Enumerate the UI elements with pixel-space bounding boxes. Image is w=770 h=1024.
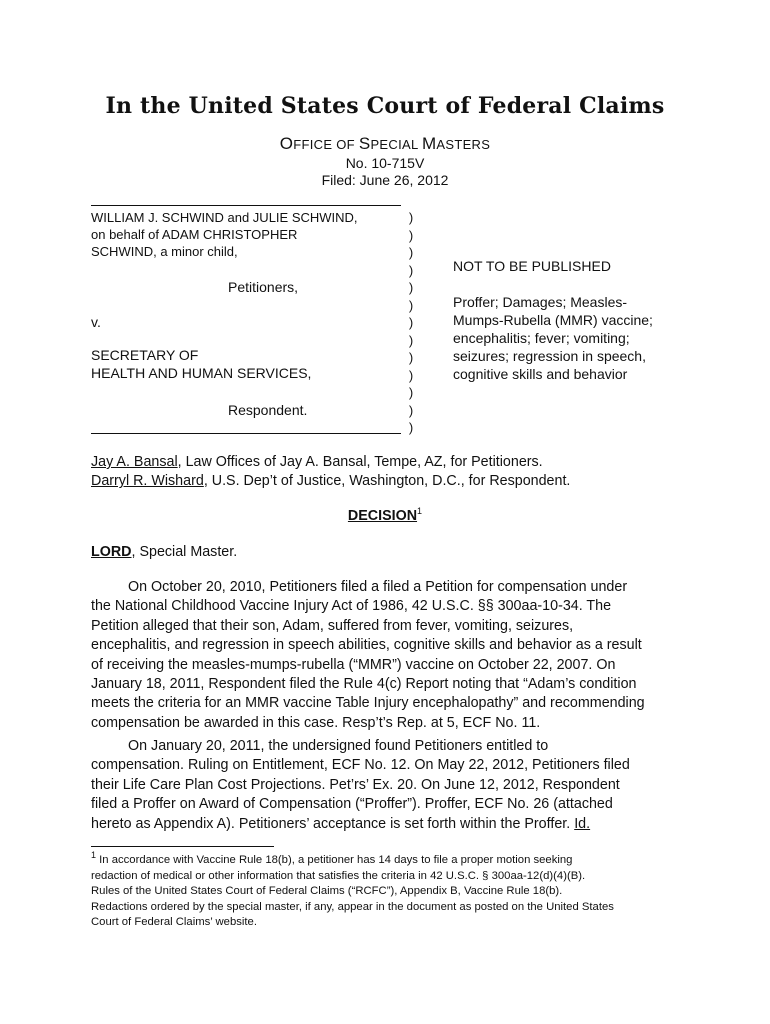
counsel-details: , U.S. Dep’t of Justice, Washington, D.C., for Respondent.: [203, 473, 571, 490]
paragraph-line: filed a Proffer on Award of Compensation (“Proffer”). Proffer, ECF No. 26 (attached: [91, 796, 613, 813]
paren-mark: ): [408, 402, 414, 418]
paragraph-line: On January 20, 2011, the undersigned found Petitioners entitled to: [128, 738, 549, 754]
paren-mark: ): [408, 245, 414, 260]
footnote-line: [91, 850, 731, 869]
author-title: , Special Master.: [131, 544, 238, 560]
office-word-3-initial: M: [421, 134, 437, 153]
footnote-line: redaction of medical or other information that satisfies the criteria in 42 U.S.C. § 300aa-12(d)(4)(B).: [91, 869, 586, 882]
paren-mark: ): [408, 367, 414, 383]
keyword-line: encephalitis; fever; vomiting;: [453, 330, 630, 346]
footnote-line: Rules of the United States Court of Federal Claims (“RCFC”), Appendix B, Vaccine Rule 18(b).: [91, 885, 563, 898]
counsel-details: , Law Offices of Jay A. Bansal, Tempe, AZ, for Petitioners.: [177, 454, 543, 470]
footnote-separator: [91, 846, 274, 847]
paragraph-line-text: hereto as Appendix A). Petitioners’ acceptance is set forth within the Proffer.: [91, 815, 575, 832]
office-word-1-initial: O: [279, 134, 294, 153]
paragraph-line: the National Childhood Vaccine Injury Act of 1986, 42 U.S.C. §§ 300aa-10-34. The: [91, 598, 612, 615]
footnote-text: In accordance with Vaccine Rule 18(b), a petitioner has 14 days to file a proper motion seeking: [96, 854, 573, 866]
respondent-name-line: SECRETARY OF: [91, 347, 199, 363]
decision-heading: [0, 507, 770, 526]
office-word-2-initial: S: [358, 134, 371, 153]
paren-mark: ): [408, 332, 414, 348]
paren-mark: ): [408, 350, 414, 365]
paragraph-line: January 18, 2011, Respondent filed the Rule 4(c) Report noting that “Adam’s condition: [91, 676, 637, 693]
respondent-name-line: HEALTH AND HUMAN SERVICES,: [91, 365, 312, 381]
keyword-line: seizures; regression in speech,: [453, 348, 646, 364]
keywords: [453, 293, 693, 383]
office-word-1-rest: FFICE OF: [293, 137, 359, 152]
caption-parenthesis-column: [404, 209, 418, 437]
keyword-line: cognitive skills and behavior: [453, 366, 628, 382]
office-word-3-rest: ASTERS: [436, 137, 491, 152]
office-heading: [0, 134, 770, 154]
footnote: [91, 850, 731, 931]
footnote-line: Court of Federal Claims’ website.: [91, 916, 257, 929]
counsel-petitioners: [91, 453, 711, 472]
respondent-names: [91, 346, 401, 382]
counsel-name: Jay A. Bansal: [91, 454, 178, 470]
keyword-line: Mumps-Rubella (MMR) vaccine;: [453, 312, 653, 328]
paragraph-line: compensation. Ruling on Entitlement, ECF No. 12. On May 22, 2012, Petitioners filed: [91, 757, 630, 774]
paragraph-line-last: [91, 815, 721, 834]
paragraph-line: of receiving the measles-mumps-rubella (“MMR”) vaccine on October 22, 2007. On: [91, 656, 616, 673]
paragraph-line: encephalitis, and regression in speech abilities, cognitive skills and behavior as a result: [91, 637, 642, 654]
paren-mark: ): [408, 227, 414, 243]
paragraph-line: meets the criteria for an MMR vaccine Table Injury encephalopathy” and recommending: [91, 695, 645, 712]
paren-mark: ): [408, 210, 414, 225]
paren-mark: ): [408, 297, 414, 313]
petitioner-name-line: on behalf of ADAM CHRISTOPHER: [91, 227, 298, 242]
id-citation: Id.: [574, 815, 591, 832]
footnote-mark: 1: [91, 850, 97, 861]
paragraph-2: [91, 737, 721, 834]
paragraph-line: compensation be awarded in this case. Resp’t’s Rep. at 5, ECF No. 11.: [91, 714, 541, 731]
petitioners-label: Petitioners,: [228, 279, 299, 295]
counsel-name: Darryl R. Wishard: [91, 473, 204, 490]
paren-mark: ): [408, 262, 414, 278]
decision-title: DECISION: [347, 508, 418, 524]
paren-mark: ): [408, 420, 414, 435]
petitioners-names: [91, 209, 401, 260]
paren-mark: ): [408, 385, 414, 400]
counsel-respondent: [91, 472, 711, 491]
case-number: No. 10-715V: [345, 155, 425, 171]
footnote-reference[interactable]: 1: [417, 506, 423, 517]
filed-date: Filed: June 26, 2012: [321, 172, 449, 188]
court-title: In the United States Court of Federal Claims: [105, 93, 665, 119]
paragraph-line: On October 20, 2010, Petitioners filed a filed a Petition for compensation under: [128, 579, 628, 595]
petitioner-name-line: WILLIAM J. SCHWIND and JULIE SCHWIND,: [91, 210, 358, 225]
paragraph-1: [91, 578, 721, 733]
keyword-line: Proffer; Damages; Measles-: [453, 294, 628, 310]
versus: v.: [91, 314, 101, 330]
petitioner-name-line: SCHWIND, a minor child,: [91, 244, 238, 259]
respondent-label: Respondent.: [228, 402, 308, 418]
caption-bottom-rule: [91, 433, 401, 434]
paren-mark: ): [408, 315, 414, 330]
caption-top-rule: [91, 205, 401, 206]
paragraph-line: Petition alleged that their son, Adam, suffered from fever, vomiting, seizures,: [91, 617, 574, 634]
counsel-list: [91, 453, 711, 492]
author-name: LORD: [91, 544, 132, 560]
footnote-line: Redactions ordered by the special master, if any, appear in the document as posted on the United States: [91, 900, 614, 913]
paren-mark: ): [408, 280, 414, 295]
publication-status: NOT TO BE PUBLISHED: [453, 258, 611, 274]
office-word-2-rest: PECIAL: [370, 137, 422, 152]
author-line: [91, 543, 237, 562]
paragraph-line: their Life Care Plan Cost Projections. Pet’rs’ Ex. 20. On June 12, 2012, Respondent: [91, 776, 620, 793]
